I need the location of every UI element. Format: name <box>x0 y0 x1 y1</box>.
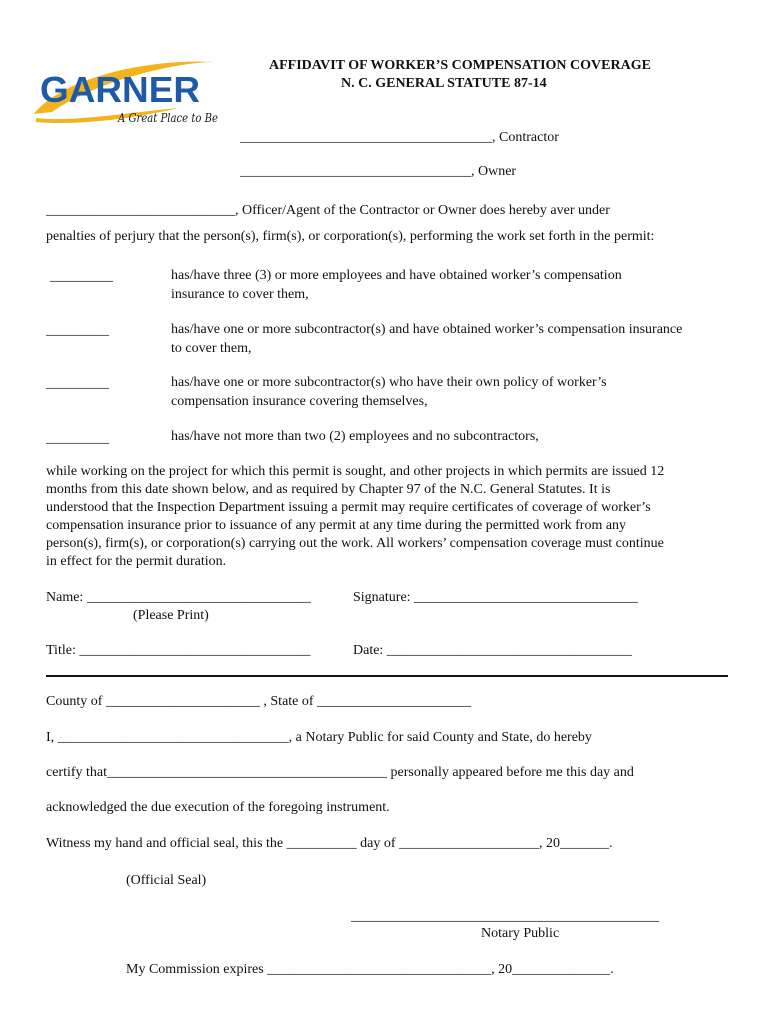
notary-signature-line: ____________________________________________ <box>351 909 659 924</box>
option-blank-2: _________ <box>46 323 109 338</box>
notary-public-label: Notary Public <box>481 926 560 941</box>
option-blank-4: _________ <box>46 431 109 446</box>
paragraph-line-2: months from this date shown below, and as required by Chapter 97 of the N.C. General Statutes. It is <box>46 482 611 497</box>
option-text-1b: insurance to cover them, <box>171 287 309 302</box>
county-state-line: County of ______________________ , State of ______________________ <box>46 694 472 709</box>
paragraph-line-4: compensation insurance prior to issuance of any permit at any time during the permitted work from any <box>46 518 627 533</box>
contractor-line: ____________________________________, Contractor <box>240 130 559 145</box>
option-blank-1: _________ <box>50 269 113 284</box>
option-text-2a: has/have one or more subcontractor(s) and have obtained worker’s compensation insurance <box>171 322 683 337</box>
section-divider <box>46 675 728 677</box>
option-text-4a: has/have not more than two (2) employees and no subcontractors, <box>171 429 539 444</box>
logo-wordmark: GARNER <box>40 69 200 110</box>
logo-tagline: A Great Place to Be <box>117 111 218 125</box>
paragraph-line-1: while working on the project for which this permit is sought, and other projects in which permits are issued 12 <box>46 464 665 479</box>
date-field: Date: ___________________________________ <box>353 643 632 658</box>
option-blank-3: _________ <box>46 376 109 391</box>
acknowledged-line: acknowledged the due execution of the foregoing instrument. <box>46 800 390 815</box>
paragraph-line-5: person(s), firm(s), or corporation(s) carrying out the work. All workers’ compensation coverage must continue <box>46 536 664 551</box>
title-field: Title: _________________________________ <box>46 643 311 658</box>
please-print-note: (Please Print) <box>133 608 209 623</box>
notary-declaration-line: I, _________________________________, a Notary Public for said County and State, do hereby <box>46 730 592 745</box>
perjury-line: penalties of perjury that the person(s), firm(s), or corporation(s), performing the work set forth in the permit: <box>46 229 655 244</box>
owner-line: _________________________________, Owner <box>240 164 517 179</box>
document-title: AFFIDAVIT OF WORKER’S COMPENSATION COVERAGE <box>269 58 651 73</box>
option-text-2b: to cover them, <box>171 341 252 356</box>
official-seal-label: (Official Seal) <box>126 873 207 888</box>
witness-line: Witness my hand and official seal, this the __________ day of ____________________, 20_______. <box>46 836 613 851</box>
option-text-1a: has/have three (3) or more employees and have obtained worker’s compensation <box>171 268 622 283</box>
document-subtitle: N. C. GENERAL STATUTE 87-14 <box>341 76 547 91</box>
name-field: Name: ________________________________ <box>46 590 311 605</box>
option-text-3a: has/have one or more subcontractor(s) who have their own policy of worker’s <box>171 375 607 390</box>
certify-line: certify that________________________________________ personally appeared before me this day and <box>46 765 634 780</box>
officer-line: ___________________________, Officer/Agent of the Contractor or Owner does hereby aver under <box>46 203 610 218</box>
paragraph-line-6: in effect for the permit duration. <box>46 554 227 569</box>
option-text-3b: compensation insurance covering themselves, <box>171 394 428 409</box>
paragraph-line-3: understood that the Inspection Department issuing a permit may require certificates of coverage of worker’s <box>46 500 651 515</box>
signature-field: Signature: ________________________________ <box>353 590 639 605</box>
commission-expires-line: My Commission expires ________________________________, 20______________. <box>126 962 614 977</box>
garner-logo <box>28 52 228 132</box>
